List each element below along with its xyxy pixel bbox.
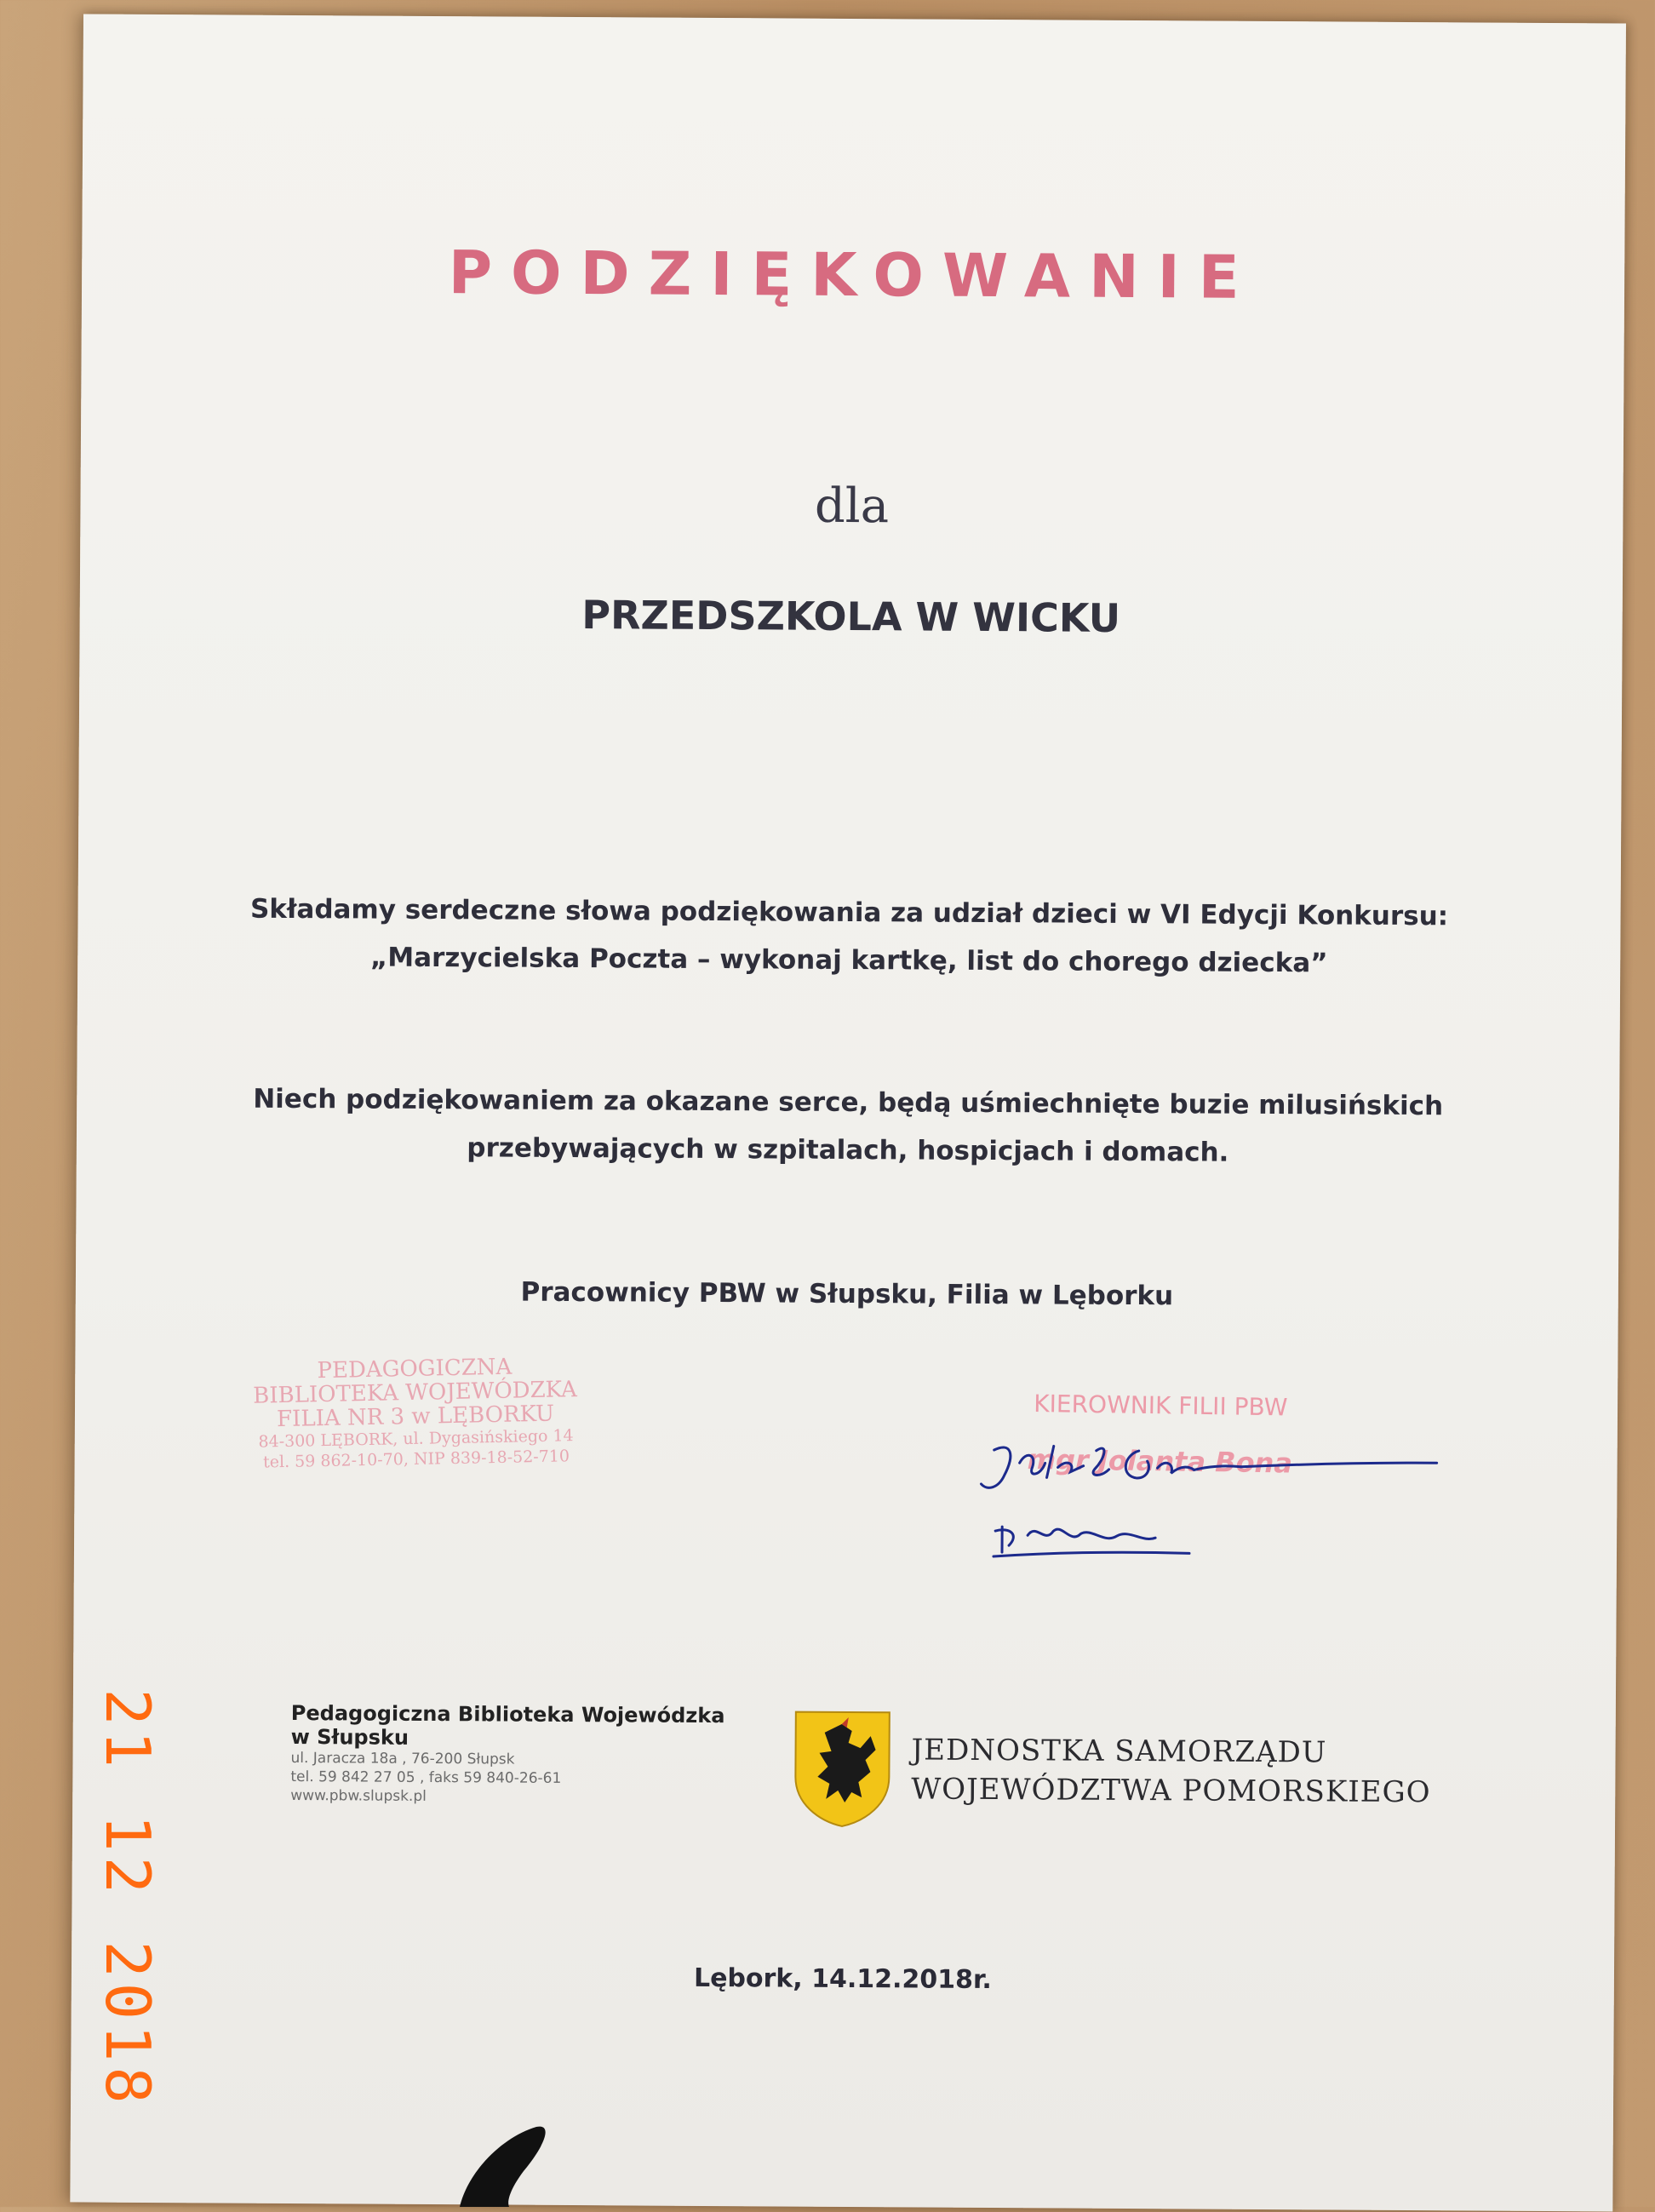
camera-date-stamp-text: 21 12 2018	[92, 1688, 163, 2109]
thanks-paragraph	[77, 884, 1621, 989]
region-footer-name	[911, 1730, 1431, 1812]
recipient-name: PRZEDSZKOLA W WICKU	[581, 592, 1121, 641]
region-name-line-1: JEDNOSTKA SAMORZĄDU	[911, 1733, 1327, 1770]
camera-date-stamp	[85, 1688, 170, 2109]
thanks-line-1: Składamy serdeczne słowa podziękowania za udział dzieci w VI Edycji Konkursu:	[249, 893, 1449, 932]
library-address: ul. Jaracza 18a , 76-200 Słupsk	[290, 1749, 515, 1768]
director-stamp-title: KIEROWNIK FILII PBW	[1034, 1390, 1288, 1422]
library-website: www.pbw.slupsk.pl	[290, 1786, 427, 1805]
director-stamp-name: mgr Jolanta Bona	[1027, 1442, 1293, 1480]
library-stamp-line-5: tel. 59 862-10-70, NIP 839-18-52-710	[262, 1447, 570, 1472]
certificate-title: PODZIĘKOWANIE	[448, 238, 1258, 312]
library-name-line-1: Pedagogiczna Biblioteka Wojewódzka	[290, 1700, 725, 1728]
library-phone: tel. 59 842 27 05 , faks 59 840-26-61	[290, 1768, 562, 1787]
library-footer-info	[290, 1701, 768, 1808]
library-stamp-line-3: FILIA NR 3 w LĘBORKU	[276, 1401, 555, 1433]
wish-line-2: przebywających w szpitalach, hospicjach i domach.	[467, 1132, 1229, 1168]
region-name-line-2: WOJEWÓDZTWA POMORSKIEGO	[911, 1772, 1431, 1810]
library-stamp-line-4: 84-300 LĘBORK, ul. Dygasińskiego 14	[258, 1426, 574, 1452]
wish-paragraph	[77, 1074, 1620, 1178]
place-and-date: Lębork, 14.12.2018r.	[693, 1963, 992, 1996]
wish-line-1: Niech podziękowaniem za okazane serce, będą uśmiechnięte buzie milusińskich	[253, 1083, 1444, 1122]
sender-line: Pracownicy PBW w Słupsku, Filia w Lęborku	[520, 1276, 1174, 1312]
handwritten-signature	[934, 1416, 1463, 1564]
library-name-line-2: w Słupsku	[290, 1724, 409, 1750]
library-stamp-line-2: BIBLIOTEKA WOJEWÓDZKA	[252, 1377, 578, 1409]
dark-object-shadow	[443, 2112, 596, 2207]
pomeranian-griffin-crest-icon	[792, 1709, 893, 1829]
certificate-sheet	[70, 14, 1626, 2211]
library-stamp-line-1: PEDAGOGICZNA	[317, 1354, 513, 1384]
for-label: dla	[814, 478, 890, 535]
library-stamp	[244, 1354, 587, 1473]
thanks-line-2: „Marzycielska Poczta – wykonaj kartkę, list do chorego dziecka”	[369, 942, 1328, 979]
